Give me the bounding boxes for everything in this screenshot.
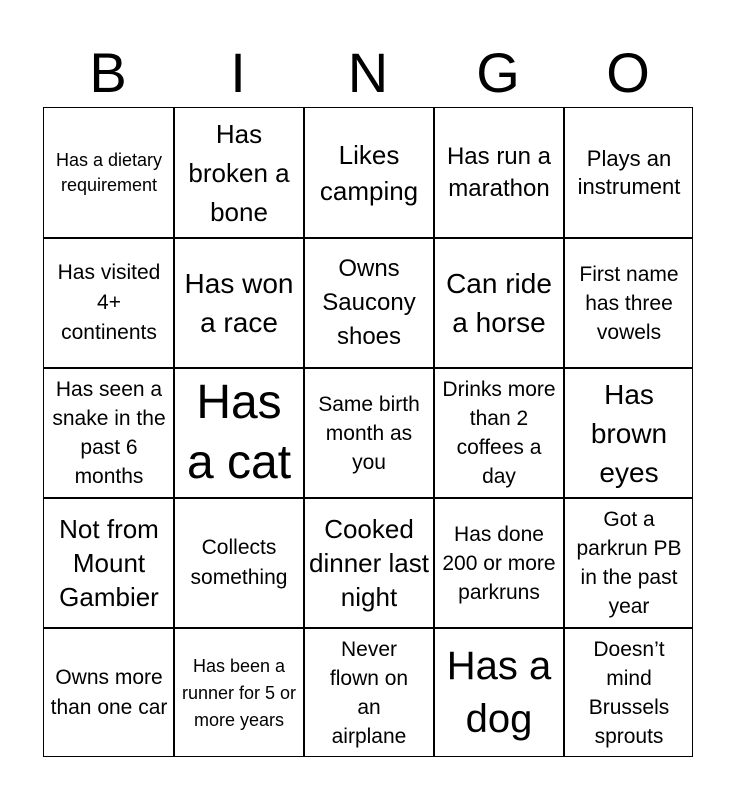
bingo-cell[interactable] <box>44 108 174 238</box>
bingo-cell[interactable] <box>434 628 564 758</box>
bingo-cell[interactable] <box>434 498 564 628</box>
cell-text: Plays an instrument <box>577 146 681 199</box>
bingo-cell[interactable] <box>174 368 304 498</box>
cell-text: Has done 200 or more parkruns <box>442 522 556 604</box>
cell-text: Doesn’t mind Brussels sprouts <box>588 638 670 748</box>
bingo-cell[interactable] <box>564 498 694 628</box>
cell-text: Not from Mount Gambier <box>59 514 159 612</box>
bingo-cell[interactable] <box>304 628 434 758</box>
cell-text: Owns Saucony shoes <box>322 255 416 350</box>
cell-text: Drinks more than 2 coffees a day <box>442 378 556 488</box>
bingo-cell[interactable] <box>564 238 694 368</box>
cell-text: Has a dog <box>446 644 552 741</box>
bingo-cell[interactable] <box>564 628 694 758</box>
cell-text: Has visited 4+ continents <box>57 261 161 344</box>
header-letter-g: G <box>476 41 520 104</box>
bingo-cell[interactable] <box>44 628 174 758</box>
header-letter-b: B <box>89 41 127 104</box>
header-letter-n: N <box>347 41 389 104</box>
bingo-cell[interactable] <box>564 368 694 498</box>
cell-text: Never flown on an airplane <box>329 638 409 748</box>
bingo-cell[interactable] <box>44 498 174 628</box>
cell-text: Same birth month as you <box>318 392 420 474</box>
bingo-cell[interactable] <box>174 498 304 628</box>
header-letter-i: I <box>230 41 246 104</box>
bingo-cell[interactable] <box>434 238 564 368</box>
cell-text: Has a dietary requirement <box>55 150 163 195</box>
cell-text: Has seen a snake in the past 6 months <box>52 378 166 488</box>
bingo-cell[interactable] <box>44 368 174 498</box>
cell-text: Got a parkrun PB in the past year <box>576 508 682 618</box>
bingo-cell[interactable] <box>174 238 304 368</box>
bingo-cell[interactable] <box>44 238 174 368</box>
bingo-cell[interactable] <box>304 238 434 368</box>
cell-text: Has brown eyes <box>590 378 668 488</box>
bingo-cell[interactable] <box>304 368 434 498</box>
cell-text: Has broken a bone <box>188 118 290 227</box>
header-letter-o: O <box>606 41 650 104</box>
bingo-cell[interactable] <box>434 108 564 238</box>
bingo-cell[interactable] <box>304 108 434 238</box>
cell-text: Has run a marathon <box>446 143 552 202</box>
bingo-cell[interactable] <box>564 108 694 238</box>
cell-text: Collects something <box>190 536 288 589</box>
cell-text: Can ride a horse <box>446 268 552 338</box>
cell-text: Cooked dinner last night <box>309 514 429 612</box>
cell-text: Has been a runner for 5 or more years <box>181 655 297 730</box>
cell-text: Likes camping <box>319 140 419 206</box>
bingo-cell[interactable] <box>304 498 434 628</box>
cell-text: First name has three vowels <box>579 262 679 344</box>
bingo-cell[interactable] <box>174 108 304 238</box>
cell-text: Owns more than one car <box>50 666 168 719</box>
cell-text: Has a cat <box>186 376 292 489</box>
bingo-header <box>43 42 693 104</box>
bingo-cell[interactable] <box>174 628 304 758</box>
bingo-card <box>43 107 693 757</box>
bingo-cell[interactable] <box>434 368 564 498</box>
cell-text: Has won a race <box>184 268 294 338</box>
